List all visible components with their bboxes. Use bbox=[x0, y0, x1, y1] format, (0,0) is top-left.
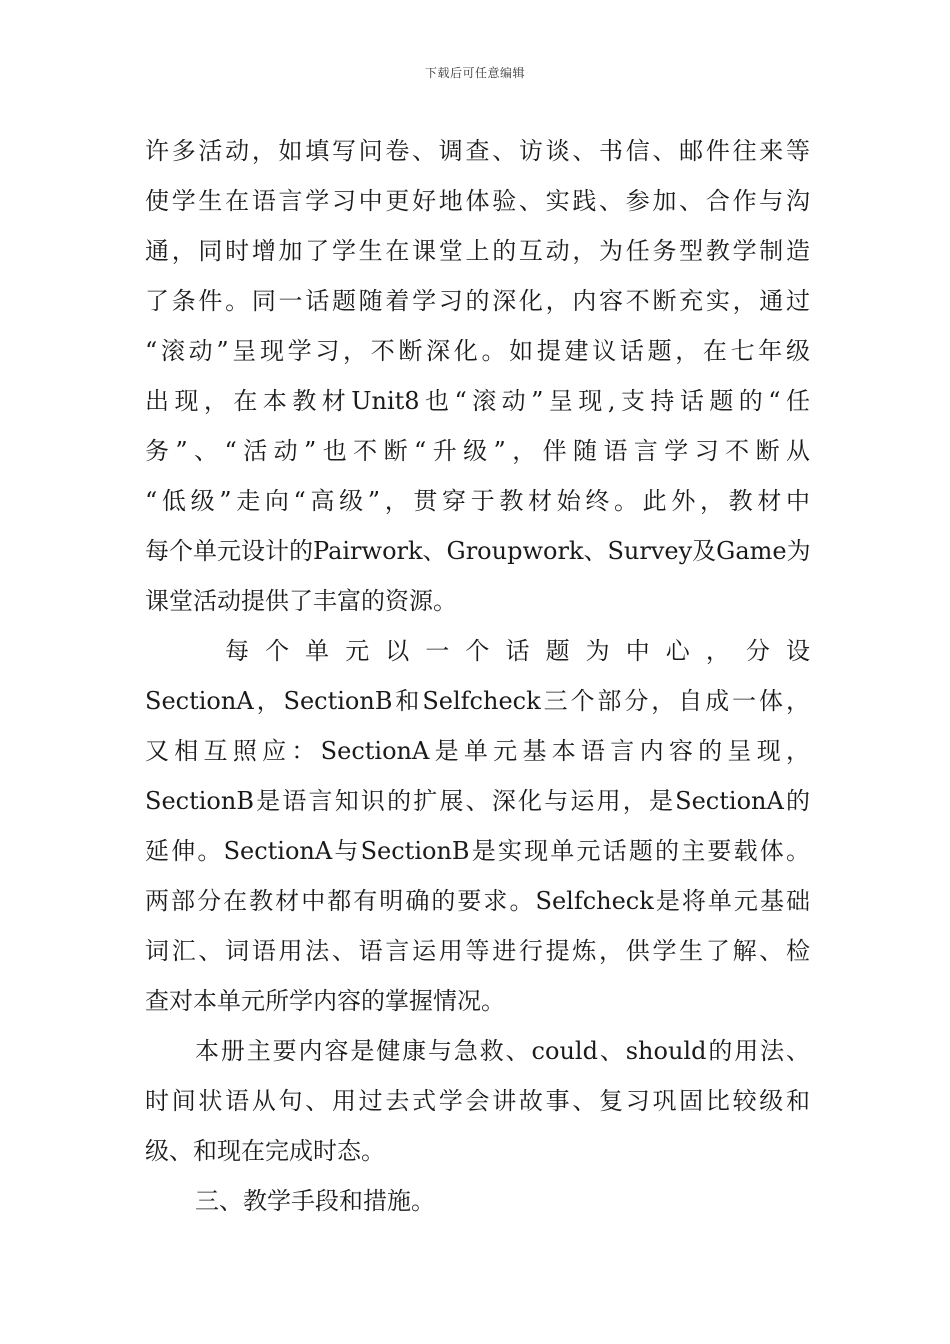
text-line: 通，同时增加了学生在课堂上的互动，为任务型教学制造 bbox=[145, 237, 810, 265]
text-line: 每个单元设计的Pairwork、Groupwork、Survey及Game为 bbox=[145, 537, 811, 565]
paragraph-sections bbox=[145, 626, 810, 1026]
paragraph-main-content bbox=[145, 1026, 810, 1176]
text-line: 务”、“活动”也不断“升级”，伴随语言学习不断从 bbox=[145, 437, 810, 465]
text-line: 三、教学手段和措施。 bbox=[195, 1187, 435, 1215]
text-line: 两部分在教材中都有明确的要求。Selfcheck是将单元基础 bbox=[145, 887, 810, 915]
text-line: 时间状语从句、用过去式学会讲故事、复习巩固比较级和 bbox=[145, 1087, 810, 1115]
text-line: 本册主要内容是健康与急救、could、should的用法、 bbox=[195, 1037, 810, 1065]
paragraph-activities bbox=[145, 126, 810, 626]
text-line: 又相互照应：SectionA是单元基本语言内容的呈现， bbox=[145, 737, 810, 765]
text-line: 许多活动，如填写问卷、调查、访谈、书信、邮件往来等 bbox=[145, 137, 810, 165]
text-line: SectionA，SectionB和Selfcheck三个部分，自成一体， bbox=[145, 687, 810, 715]
text-line: 出现，在本教材Unit8也“滚动”呈现,支持话题的“任 bbox=[145, 387, 810, 415]
text-line: 词汇、词语用法、语言运用等进行提炼，供学生了解、检 bbox=[145, 937, 810, 965]
document-body bbox=[145, 126, 810, 1226]
text-line: 每个单元以一个话题为中心，分设 bbox=[225, 637, 810, 665]
text-line: 了条件。同一话题随着学习的深化，内容不断充实，通过 bbox=[145, 287, 810, 315]
text-line: “滚动”呈现学习，不断深化。如提建议话题，在七年级 bbox=[145, 337, 810, 365]
text-line: 课堂活动提供了丰富的资源。 bbox=[145, 587, 457, 615]
text-line: “低级”走向“高级”，贯穿于教材始终。此外，教材中 bbox=[145, 487, 810, 515]
page-header: 下载后可任意编辑 bbox=[424, 66, 525, 80]
text-line: SectionB是语言知识的扩展、深化与运用，是SectionA的 bbox=[145, 787, 810, 815]
text-line: 级、和现在完成时态。 bbox=[145, 1137, 385, 1165]
section-heading bbox=[145, 1176, 810, 1226]
text-line: 延伸。SectionA与SectionB是实现单元话题的主要载体。 bbox=[145, 837, 810, 865]
text-line: 查对本单元所学内容的掌握情况。 bbox=[145, 987, 505, 1015]
text-line: 使学生在语言学习中更好地体验、实践、参加、合作与沟 bbox=[145, 187, 810, 215]
